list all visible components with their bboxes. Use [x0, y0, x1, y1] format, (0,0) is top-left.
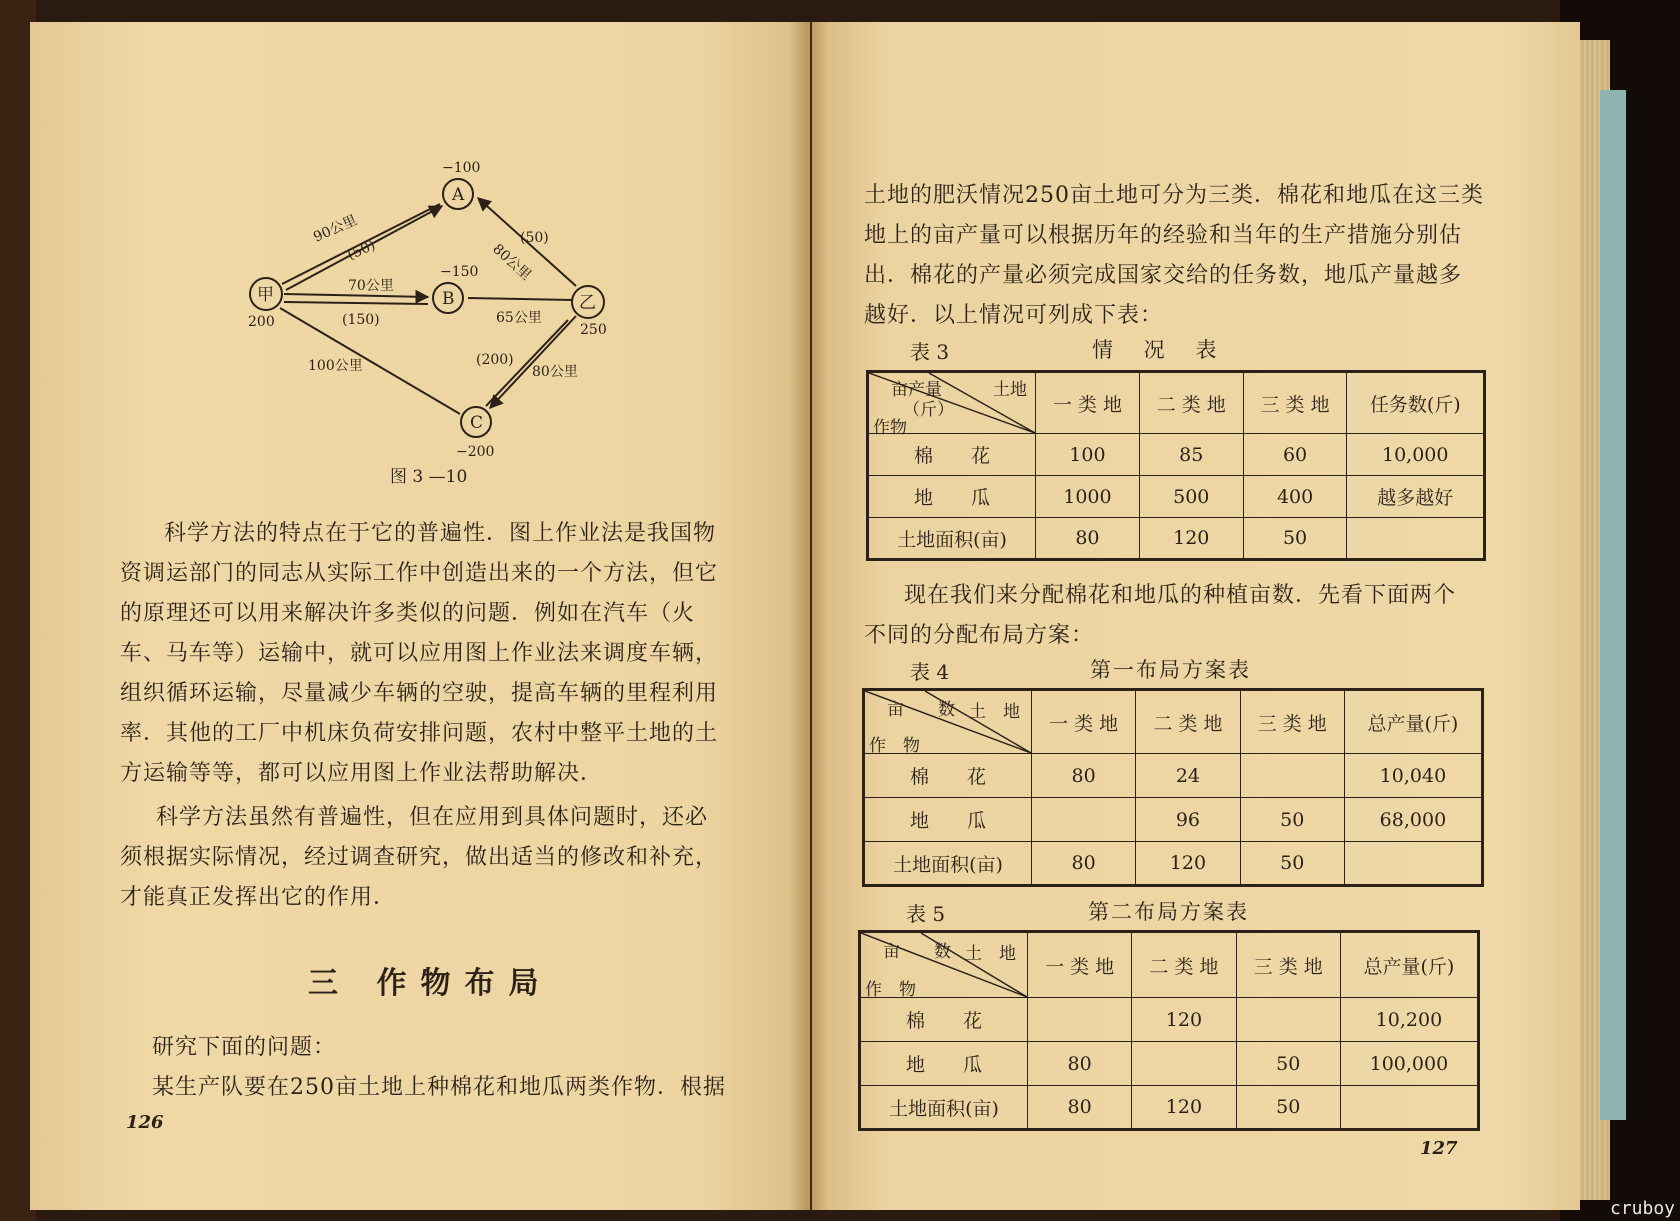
- table3-corner-cell: [868, 372, 1036, 438]
- table5-header: 三 类 地: [1236, 932, 1340, 998]
- table3-header: 三 类 地: [1243, 372, 1347, 434]
- table-cell: 80: [1032, 754, 1136, 798]
- bookmark-strip: [1600, 90, 1626, 1120]
- table-cell: 50: [1240, 798, 1344, 842]
- row-name: 棉 花: [868, 434, 1036, 476]
- table-row: [868, 518, 1485, 560]
- text-line: 现在我们来分配棉花和地瓜的种植亩数．先看下面两个: [904, 583, 1457, 608]
- table-cell: [1344, 842, 1482, 886]
- node-B-label: B: [442, 289, 455, 309]
- figure-caption: 图 3 —10: [390, 467, 468, 487]
- table4-title: 第一布局方案表: [1090, 658, 1251, 682]
- table4-header: 二 类 地: [1136, 690, 1240, 754]
- row-name: 地 瓜: [864, 798, 1032, 842]
- row-name: 土地面积(亩): [864, 842, 1032, 886]
- table-cell: 120: [1132, 1086, 1236, 1130]
- table3-corner-top: 亩产量: [891, 380, 942, 400]
- table-cell: 96: [1136, 798, 1240, 842]
- table-cell: 100: [1036, 434, 1140, 476]
- text-line: 须根据实际情况，经过调查研究，做出适当的修改和补充，: [120, 845, 719, 870]
- edge-jia-A-distance: 90公里: [311, 212, 360, 246]
- table-row: [868, 476, 1485, 518]
- table-cell: 50: [1243, 518, 1347, 560]
- text-line: 地上的亩产量可以根据历年的经验和当年的生产措施分别估: [864, 223, 1463, 248]
- table4-header: 总产量(斤): [1344, 690, 1482, 754]
- node-yi-label: 乙: [579, 293, 596, 313]
- table-row: [864, 798, 1483, 842]
- table3-label: 表 3: [910, 340, 950, 364]
- row-name: 土地面积(亩): [860, 1086, 1028, 1130]
- text-line: 资调运部门的同志从实际工作中创造出来的一个方法，但它: [120, 561, 719, 586]
- table-cell: 68,000: [1344, 798, 1482, 842]
- table4-header: 一 类 地: [1032, 690, 1136, 754]
- node-A-value: −100: [442, 160, 481, 176]
- table5-corner-cell: [860, 932, 1028, 998]
- row-name: 地 瓜: [868, 476, 1036, 518]
- table-cell: 越多越好: [1347, 476, 1485, 518]
- edge-jia-B-distance: 70公里: [348, 278, 394, 294]
- table-row: [860, 1042, 1479, 1086]
- table-row: [864, 842, 1483, 886]
- edge-yi-C-distance: 80公里: [532, 364, 578, 380]
- table-row: [860, 998, 1479, 1042]
- edge-jia-B: [284, 294, 428, 297]
- table5-corner-left: 作 物: [865, 980, 916, 1000]
- text-line: 组织循环运输，尽量减少车辆的空驶，提高车辆的里程利用: [120, 681, 719, 706]
- edge-yi-A-flow: (50): [520, 230, 549, 246]
- node-A-label: A: [452, 185, 465, 205]
- table-cell: [1132, 1042, 1236, 1086]
- node-jia-value: 200: [248, 314, 275, 330]
- node-C-label: C: [470, 413, 484, 433]
- text-line: 某生产队要在250亩土地上种棉花和地瓜两类作物．根据: [152, 1075, 726, 1100]
- left-paragraph-2: [120, 798, 760, 918]
- table4-header: 三 类 地: [1240, 690, 1344, 754]
- table5-corner-right: 土 地: [965, 944, 1016, 964]
- edge-yi-B-distance: 65公里: [496, 310, 542, 326]
- table3-corner-unit: （斤）: [903, 400, 954, 420]
- table5: [858, 930, 1480, 1131]
- table4-corner-cell: [864, 690, 1032, 754]
- table-cell: [1032, 798, 1136, 842]
- node-C-value: −200: [456, 444, 495, 460]
- edge-yi-C-flow: (200): [476, 352, 514, 368]
- table5-header: 二 类 地: [1132, 932, 1236, 998]
- text-line: 不同的分配布局方案：: [864, 623, 1095, 648]
- table-cell: 50: [1236, 1086, 1340, 1130]
- node-B-value: −150: [440, 264, 479, 280]
- table-cell: [1028, 998, 1132, 1042]
- edge-jia-C-distance: 100公里: [308, 358, 363, 374]
- table-cell: 10,040: [1344, 754, 1482, 798]
- table-cell: 400: [1243, 476, 1347, 518]
- table4-corner-top: 亩 数: [887, 700, 955, 720]
- table5-header: 总产量(斤): [1340, 932, 1478, 998]
- table-cell: 120: [1139, 518, 1243, 560]
- table3: [866, 370, 1486, 561]
- table-cell: 80: [1028, 1086, 1132, 1130]
- table-cell: 50: [1236, 1042, 1340, 1086]
- table5-title: 第二布局方案表: [1088, 900, 1249, 924]
- right-paragraph-2: [864, 576, 1504, 656]
- table-cell: 80: [1036, 518, 1140, 560]
- table-cell: 1000: [1036, 476, 1140, 518]
- table-cell: [1340, 1086, 1478, 1130]
- node-yi-value: 250: [580, 322, 607, 338]
- table-cell: 60: [1243, 434, 1347, 476]
- diagram-svg: [230, 160, 630, 490]
- text-line: 才能真正发挥出它的作用．: [120, 885, 397, 910]
- table-cell: [1236, 998, 1340, 1042]
- text-line: 越好．以上情况可列成下表：: [864, 303, 1164, 328]
- edge-jia-A-flow: (50): [345, 237, 378, 264]
- text-line: 车、马车等）运输中，就可以应用图上作业法来调度车辆，: [120, 641, 719, 666]
- table-cell: 10,000: [1347, 434, 1485, 476]
- table5-header: 一 类 地: [1028, 932, 1132, 998]
- table-cell: 120: [1136, 842, 1240, 886]
- table3-title: 情 况 表: [1092, 338, 1229, 362]
- text-line: 研究下面的问题：: [152, 1035, 337, 1060]
- table3-header: 任务数(斤): [1347, 372, 1485, 434]
- table-row: [868, 434, 1485, 476]
- table-cell: 120: [1132, 998, 1236, 1042]
- row-name: 地 瓜: [860, 1042, 1028, 1086]
- text-line: 土地的肥沃情况250亩土地可分为三类．棉花和地瓜在这三类: [864, 183, 1484, 208]
- table-row: [864, 754, 1483, 798]
- table3-header: 二 类 地: [1139, 372, 1243, 434]
- table-cell: 100,000: [1340, 1042, 1478, 1086]
- row-name: 棉 花: [864, 754, 1032, 798]
- text-line: 科学方法虽然有普遍性，但在应用到具体问题时，还必: [156, 805, 709, 830]
- edge-jia-B-2: [284, 302, 428, 304]
- table-cell: 80: [1028, 1042, 1132, 1086]
- row-name: 棉 花: [860, 998, 1028, 1042]
- page-number-left: 126: [126, 1112, 164, 1133]
- node-jia-label: 甲: [257, 285, 274, 305]
- edge-yi-A-distance: 80公里: [489, 241, 535, 284]
- text-line: 的原理还可以用来解决许多类似的问题．例如在汽车（火: [120, 601, 696, 626]
- table-row: [860, 1086, 1479, 1130]
- text-line: 科学方法的特点在于它的普遍性．图上作业法是我国物: [164, 521, 717, 546]
- table5-corner-top: 亩 数: [883, 942, 951, 962]
- table3-corner-left: 作物: [873, 418, 907, 438]
- text-line: 率．其他的工厂中机床负荷安排问题，农村中整平土地的土: [120, 721, 719, 746]
- table4-label: 表 4: [910, 660, 950, 684]
- table-cell: [1347, 518, 1485, 560]
- table4-corner-right: 土 地: [969, 702, 1020, 722]
- table-cell: 10,200: [1340, 998, 1478, 1042]
- table-cell: 24: [1136, 754, 1240, 798]
- table-cell: 85: [1139, 434, 1243, 476]
- table4-corner-left: 作 物: [869, 736, 920, 756]
- edge-yi-B: [468, 298, 572, 300]
- text-line: 出．棉花的产量必须完成国家交给的任务数，地瓜产量越多: [864, 263, 1463, 288]
- row-name: 土地面积(亩): [868, 518, 1036, 560]
- table-cell: 50: [1240, 842, 1344, 886]
- table-cell: 500: [1139, 476, 1243, 518]
- table4: [862, 688, 1484, 887]
- table-cell: 80: [1032, 842, 1136, 886]
- transport-network-diagram: [230, 160, 630, 490]
- right-paragraph-1: [864, 176, 1504, 336]
- table3-corner-right: 土地: [993, 380, 1027, 400]
- edge-jia-B-flow: (150): [342, 312, 380, 328]
- spine-shadow: [788, 22, 828, 1210]
- table3-header: 一 类 地: [1036, 372, 1140, 434]
- table5-label: 表 5: [906, 902, 946, 926]
- table-cell: [1240, 754, 1344, 798]
- watermark: cruboy: [1610, 1198, 1676, 1219]
- left-paragraph-3: [120, 1028, 760, 1108]
- text-line: 方运输等等，都可以应用图上作业法帮助解决．: [120, 761, 604, 786]
- page-number-right: 127: [1420, 1138, 1458, 1159]
- section-title: 三 作物布局: [308, 966, 553, 1001]
- left-paragraph-1: [120, 514, 760, 794]
